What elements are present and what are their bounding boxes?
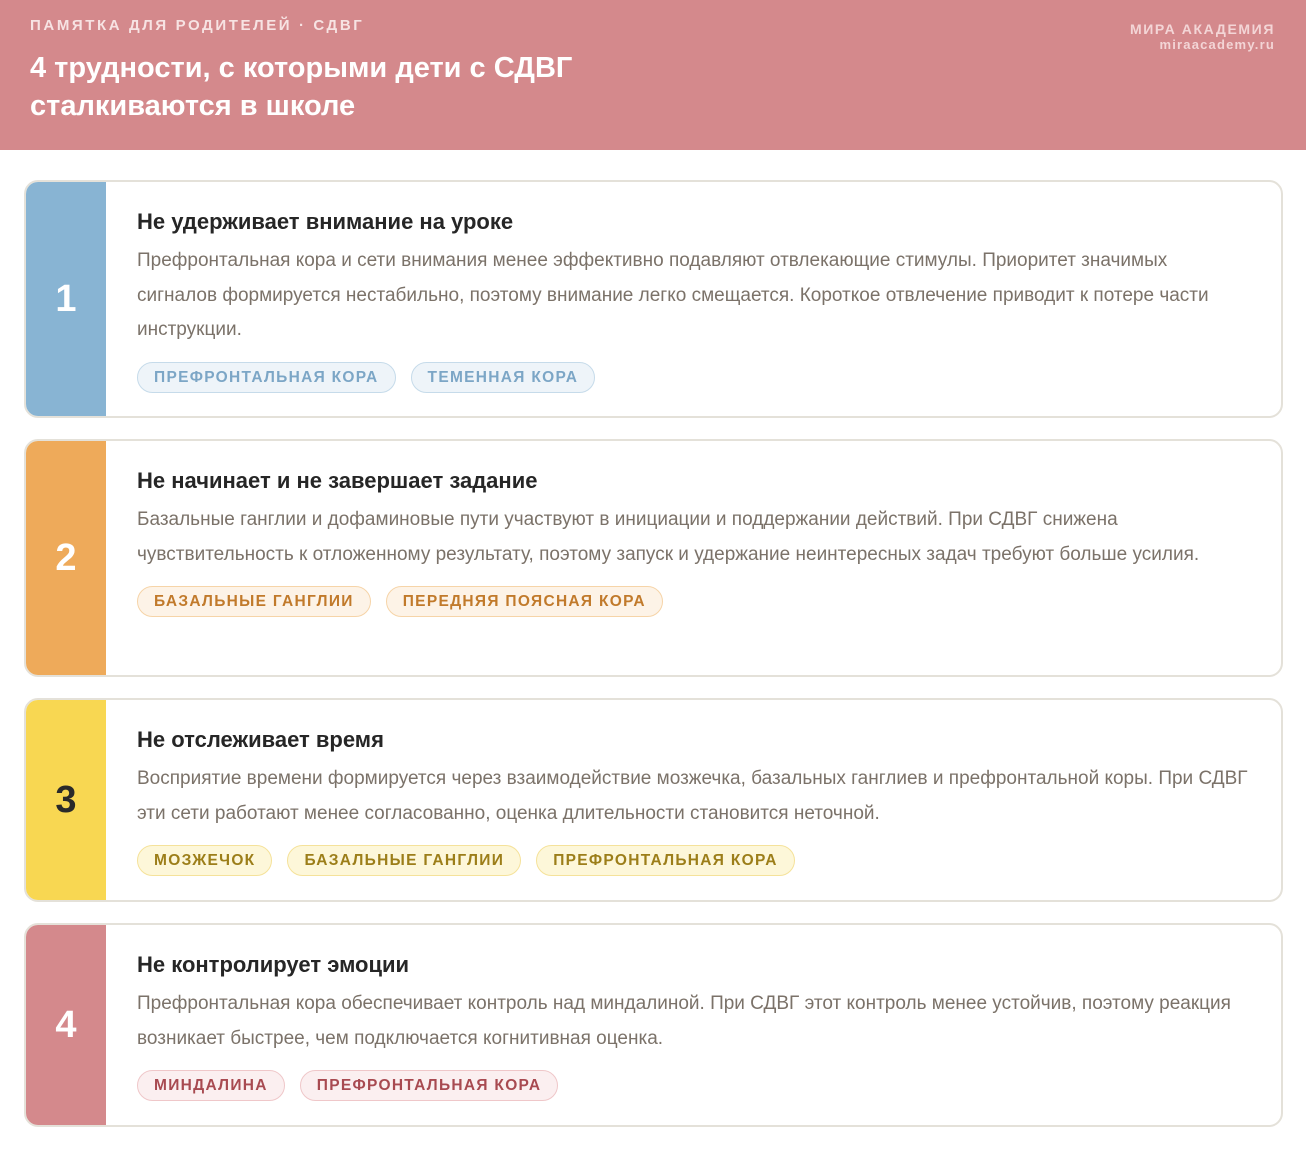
tag-basal-ganglia: БАЗАЛЬНЫЕ ГАНГЛИИ bbox=[287, 845, 521, 876]
card-attention bbox=[24, 180, 1283, 418]
card-text: Префронтальная кора обеспечивает контроль над миндалиной. При СДВГ этот контроль менее устойчив, поэтому реакция возникает быстрее, чем подключается когнитивная оценка. bbox=[137, 993, 1231, 1049]
brand-name: МИРА АКАДЕМИЯ bbox=[1129, 21, 1275, 37]
card-emotions bbox=[24, 923, 1283, 1127]
tag-prefrontal-cortex: ПРЕФРОНТАЛЬНАЯ КОРА bbox=[137, 362, 396, 393]
tag-parietal-cortex: ТЕМЕННАЯ КОРА bbox=[411, 362, 596, 393]
card-title: Не начинает и не завершает задание bbox=[137, 468, 538, 493]
card-text: Базальные ганглии и дофаминовые пути участвуют в инициации и поддержании действий. При СДВГ снижена чувствительность к отложенному результату, поэтому запуск и удержание неинтересных задач требуют больше усилия. bbox=[137, 509, 1200, 565]
tag-prefrontal-cortex: ПРЕФРОНТАЛЬНАЯ КОРА bbox=[536, 845, 795, 876]
brand-block bbox=[1130, 21, 1275, 53]
card-title: Не контролирует эмоции bbox=[137, 952, 410, 977]
tag-list bbox=[137, 586, 1251, 617]
tag-basal-ganglia: БАЗАЛЬНЫЕ ГАНГЛИИ bbox=[137, 586, 371, 617]
card-title: Не удерживает внимание на уроке bbox=[137, 209, 514, 234]
card-task-initiation bbox=[24, 439, 1283, 677]
cards-list bbox=[24, 180, 1283, 1148]
card-number: 2 bbox=[26, 441, 106, 675]
card-content bbox=[106, 700, 1281, 900]
eyebrow-label: ПАМЯТКА ДЛЯ РОДИТЕЛЕЙ · СДВГ bbox=[30, 17, 365, 34]
card-content bbox=[106, 925, 1281, 1125]
tag-list bbox=[137, 362, 1251, 393]
tag-cerebellum: МОЗЖЕЧОК bbox=[137, 845, 272, 876]
tag-list bbox=[137, 845, 1251, 876]
card-number: 1 bbox=[26, 182, 106, 416]
card-number: 4 bbox=[26, 925, 106, 1125]
tag-anterior-cingulate-cortex: ПЕРЕДНЯЯ ПОЯСНАЯ КОРА bbox=[386, 586, 663, 617]
tag-list bbox=[137, 1070, 1251, 1101]
card-content bbox=[106, 441, 1281, 675]
tag-amygdala: МИНДАЛИНА bbox=[137, 1070, 285, 1101]
card-text: Восприятие времени формируется через взаимодействие мозжечка, базальных ганглиев и префронтальной коры. При СДВГ эти сети работают менее согласованно, оценка длительности становится неточной. bbox=[137, 768, 1248, 824]
card-number: 3 bbox=[26, 700, 106, 900]
card-time-tracking bbox=[24, 698, 1283, 902]
header-banner bbox=[0, 0, 1306, 150]
card-title: Не отслеживает время bbox=[137, 727, 384, 752]
page-title: 4 трудности, с которыми дети с СДВГ сталкиваются в школе bbox=[30, 52, 573, 122]
card-text: Префронтальная кора и сети внимания менее эффективно подавляют отвлекающие стимулы. Приоритет значимых сигналов формируется нестабильно, поэтому внимание легко смещается. Короткое отвлечение приводит к потере части инструкции. bbox=[137, 250, 1209, 340]
card-content bbox=[106, 182, 1281, 416]
tag-prefrontal-cortex: ПРЕФРОНТАЛЬНАЯ КОРА bbox=[300, 1070, 559, 1101]
brand-url: miraacademy.ru bbox=[1159, 37, 1275, 52]
